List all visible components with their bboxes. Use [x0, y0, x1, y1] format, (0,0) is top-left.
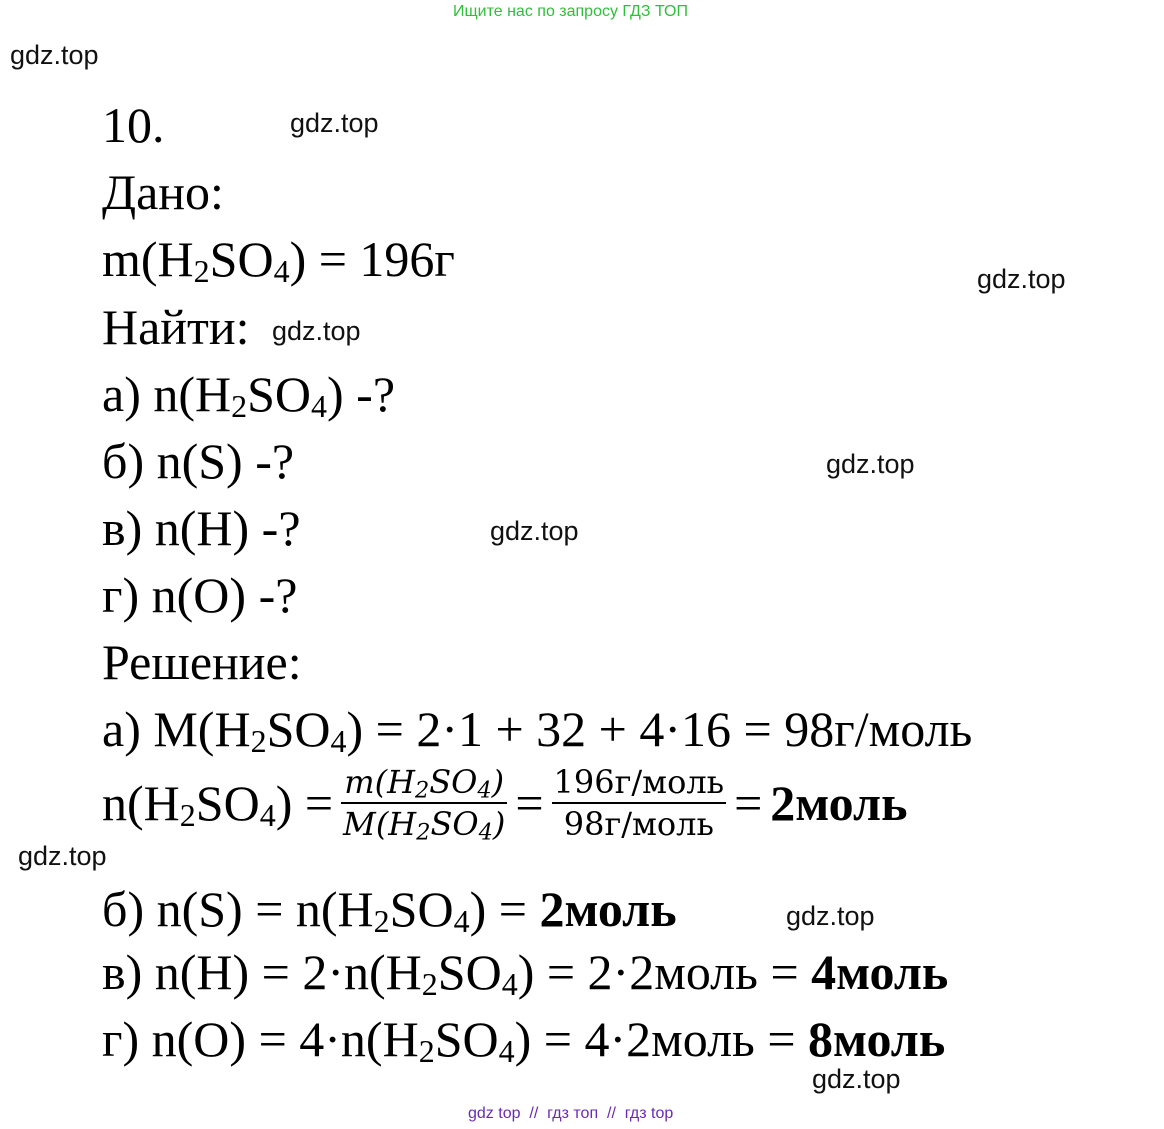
find-item-g: г) n(O) -?	[102, 567, 298, 623]
result-v: 4моль	[811, 944, 949, 1000]
result-g: 8моль	[808, 1011, 946, 1067]
solution-line-b: б) $n(S) = n(H_2SO_4)$ = 2моль	[102, 881, 677, 939]
watermark: gdz.top	[812, 1064, 901, 1094]
equals-sign: =	[515, 775, 544, 831]
solution-line-v: в) $n(H) = 2\cdot n(H_2SO_4)$ = 2·2моль = 4моль	[102, 944, 949, 1002]
footer-links: gdz top // гдз топ // гдз top	[468, 1105, 674, 1122]
problem-number: 10.	[102, 97, 165, 153]
watermark: gdz.top	[826, 449, 915, 479]
fraction-values: $\frac{\text{196г/моль}}{\text{98г/моль}}$	[553, 763, 725, 843]
find-item-a: а) $n(H_2SO_4)$ -?	[102, 366, 396, 424]
solution-molar-mass: а) $M(H_2SO_4) = 2\cdot 1 + 32 + 4\cdot 16$ = 98г/моль	[102, 701, 973, 759]
solution-amount-formula: $n(H_2SO_4)$ = $\frac{m(H_2SO_4)}{M(H_2SO_4)}$ = $\frac{\text{196г/моль}}{\text{98г/моль}}$ = 2моль	[102, 763, 908, 846]
given-mass: $m(H_2SO_4) = 196г$	[102, 231, 455, 289]
watermark: gdz.top	[18, 841, 107, 871]
find-heading: Найти:	[102, 299, 250, 355]
watermark: gdz.top	[290, 108, 379, 138]
equals-sign: =	[734, 775, 763, 831]
given-heading: Дано:	[102, 164, 224, 220]
solution-heading: Решение:	[102, 634, 302, 690]
watermark: gdz.top	[490, 516, 579, 546]
search-banner: Ищите нас по запросу ГДЗ ТОП	[453, 3, 688, 20]
fraction-mass-over-molar: $\frac{m(H_2SO_4)}{M(H_2SO_4)}$	[343, 763, 506, 846]
find-item-v: в) n(H) -?	[102, 500, 301, 556]
result-b: 2моль	[539, 881, 677, 937]
watermark: gdz.top	[977, 264, 1066, 294]
watermark: gdz.top	[272, 316, 361, 346]
result-a: 2моль	[770, 775, 908, 831]
watermark: gdz.top	[10, 40, 99, 70]
solution-line-g: г) $n(O) = 4\cdot n(H_2SO_4)$ = 4·2моль = 8моль	[102, 1011, 946, 1069]
find-item-b: б) n(S) -?	[102, 433, 295, 489]
watermark: gdz.top	[786, 901, 875, 931]
